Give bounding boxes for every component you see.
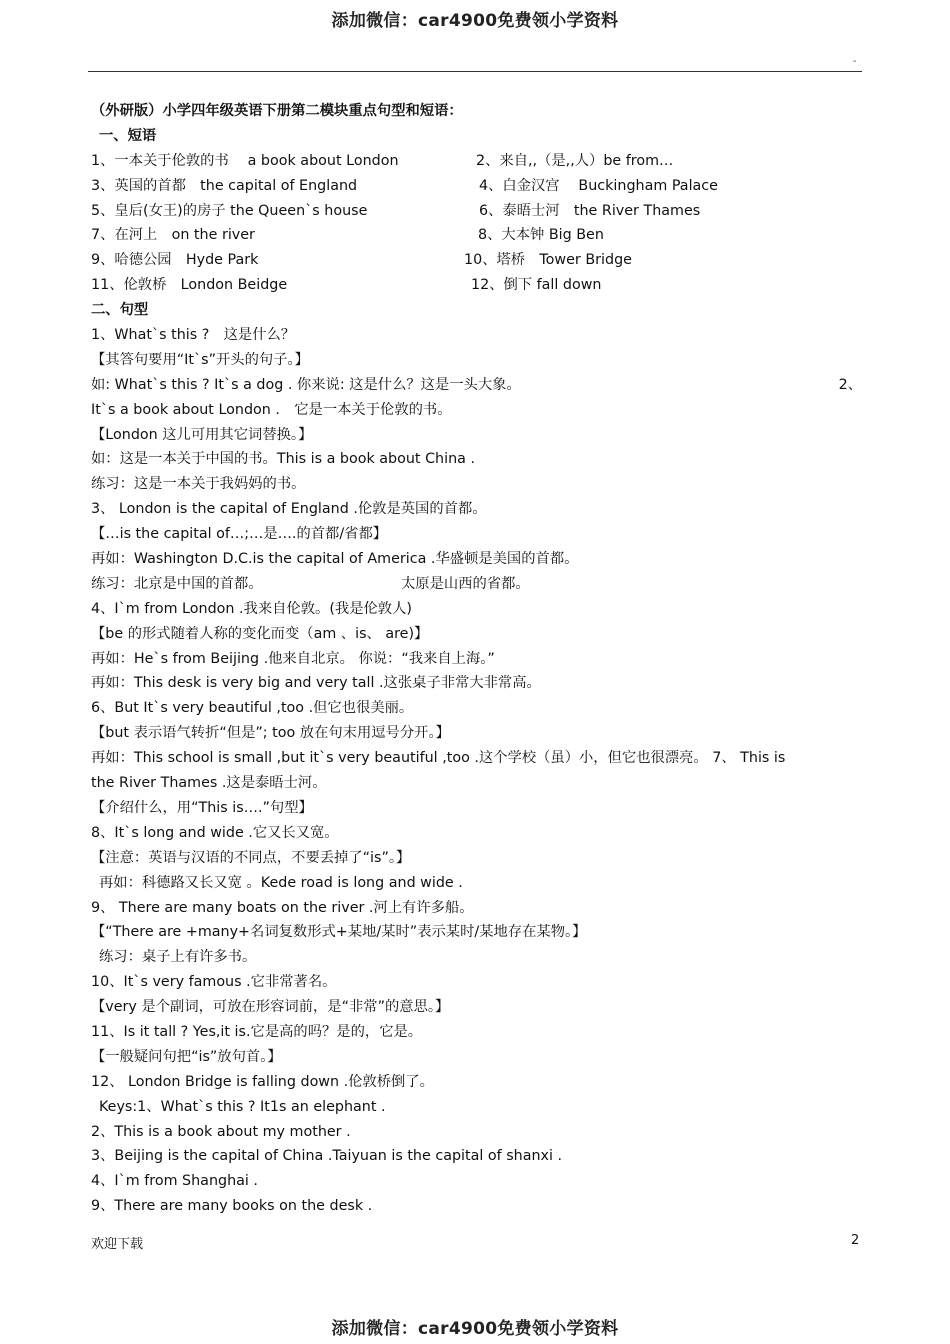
answer-key-line: 3、Beijing is the capital of China .Taiyuan is the capital of shanxi . [91,1148,563,1165]
note-line: 【very 是个副词，可放在形容词前，是“非常”的意思。】 [91,999,450,1016]
phrase-item: 6、泰晤士河 the River Thames [479,202,701,219]
phrase-item: 10、塔桥 Tower Bridge [464,252,632,269]
exercise-text: 太原是山西的省都。 [401,575,530,592]
sentence-line: 12、 London Bridge is falling down .伦敦桥倒了。 [91,1073,434,1090]
header-rule [88,71,862,72]
phrase-row [91,248,862,273]
example-line: 再如：Washington D.C.is the capital of America .华盛顿是美国的首都。 [91,551,579,568]
note-line: 【注意：英语与汉语的不同点，不要丢掉了“is”。】 [91,849,411,866]
page-number: 2 [851,1233,860,1248]
example-line: 再如：This desk is very big and very tall .这张桌子非常大非常高。 [91,675,541,692]
phrase-item: 2、来自,,（是,,人）be from… [476,152,674,169]
note-line: 【but 表示语气转折“但是”; too 放在句末用逗号分开。】 [91,725,450,742]
sentence-line: 4、I`m from London .我来自伦敦。(我是伦敦人) [91,600,412,617]
sentence-line: 6、But It`s very beautiful ,too .但它也很美丽。 [91,700,414,717]
footer-download-text: 欢迎下载 [91,1237,144,1252]
sentence-line: 9、 There are many boats on the river .河上有许多船。 [91,899,474,916]
phrase-item: 1、一本关于伦敦的书 a book about London [91,152,399,169]
phrase-item: 5、皇后(女王)的房子 the Queen`s house [91,202,368,219]
sentence-line: 10、It`s very famous .它非常著名。 [91,974,337,991]
phrase-row [91,223,862,248]
phrase-row [91,149,862,174]
phrase-item: 8、大本钟 Big Ben [478,227,604,244]
sentence-line: It`s a book about London . 它是一本关于伦敦的书。 [91,401,452,418]
phrase-row [91,199,862,224]
sentence-line: 8、It`s long and wide .它又长又宽。 [91,824,339,841]
phrase-item: 12、倒下 fall down [471,277,602,294]
example-line: 如：这是一本关于中国的书。This is a book about China . [91,451,476,468]
answer-key-line: Keys:1、What`s this ? It1s an elephant . [99,1098,386,1115]
answer-key-line: 4、I`m from Shanghai . [91,1173,258,1190]
example-line: 再如：This school is small ,but it`s very beautiful ,too .这个学校（虽）小，但它也很漂亮。 7、 This is [91,750,786,767]
note-line: 【介绍什么，用“This is….”句型】 [91,799,313,816]
note-line: 【be 的形式随着人称的变化而变（am 、is、 are)】 [91,625,429,642]
phrase-item: 9、哈德公园 Hyde Park [91,252,259,269]
example-line: 再如：He`s from Beijing .他来自北京。 你说：“我来自上海。” [91,650,495,667]
phrase-item: 3、英国的首都 the capital of England [91,177,358,194]
exercise-line: 练习：这是一本关于我妈妈的书。 [91,476,306,493]
note-line: 【London 这儿可用其它词替换。】 [91,426,313,443]
phrase-row [91,273,862,298]
note-line: 【“There are +many+名词复数形式+某地/某时”表示某时/某地存在某物。】 [91,924,587,941]
note-line: 【…is the capital of…;…是….的首都/省都】 [91,526,388,543]
exercise-text: 练习：北京是中国的首都。 [91,575,263,592]
exercise-line: 练习：桌子上有许多书。 [99,949,257,966]
document-title: （外研版）小学四年级英语下册第二模块重点句型和短语： [91,103,463,119]
phrase-item: 7、在河上 on the river [91,227,255,244]
bottom-watermark-banner: 添加微信：car4900免费领小学资料 [331,1319,619,1339]
sentence-line: 3、 London is the capital of England .伦敦是英国的首都。 [91,501,487,518]
top-watermark-banner: 添加微信：car4900免费领小学资料 [331,11,619,31]
header-mark: - [853,56,857,67]
phrase-item: 4、白金汉宫 Buckingham Palace [479,177,718,194]
exercise-line [91,572,862,597]
example-text: 如: What`s this ? It`s a dog . 你来说: 这是什么？这是一头大象。 [91,376,521,393]
document-body [91,99,862,1219]
phrase-item: 11、伦敦桥 London Beidge [91,277,288,294]
sentence-line: 1、What`s this ? 这是什么？ [91,327,296,344]
note-line: 【一般疑问句把“is”放句首。】 [91,1048,282,1065]
example-line: 再如：科德路又长又宽 。Kede road is long and wide . [99,874,463,891]
sentence-line: 11、Is it tall ? Yes,it is.它是高的吗？是的，它是。 [91,1023,423,1040]
answer-key-line: 2、This is a book about my mother . [91,1123,351,1140]
example-line [91,373,862,398]
note-line: 【其答句要用“It`s”开头的句子。】 [91,351,309,368]
section-heading-sentences: 二、句型 [91,302,149,319]
answer-key-line: 9、There are many books on the desk . [91,1198,373,1215]
phrase-row [91,174,862,199]
item-number: 2、 [838,376,862,393]
section-heading-phrases: 一、短语 [99,127,157,144]
sentence-line: the River Thames .这是泰晤士河。 [91,775,327,792]
